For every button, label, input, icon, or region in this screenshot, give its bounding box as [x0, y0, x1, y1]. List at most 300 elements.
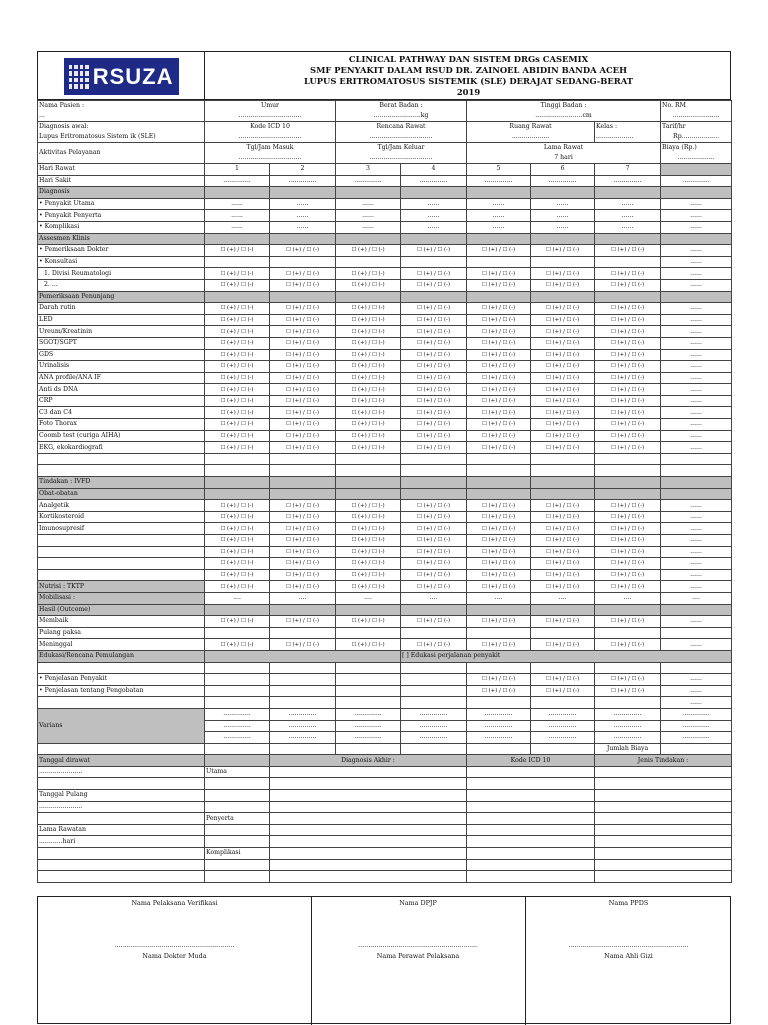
- checkbox-cell[interactable]: ☐ (+) / ☐ (-): [270, 639, 336, 651]
- varians-cell[interactable]: ..............: [467, 732, 531, 744]
- cost-cell[interactable]: ......: [661, 639, 732, 651]
- value-cell[interactable]: ......: [531, 210, 595, 222]
- varians-cost[interactable]: ..............: [661, 720, 732, 732]
- checkbox-cell[interactable]: ☐ (+) / ☐ (-): [595, 268, 661, 280]
- icd10-cell[interactable]: [467, 848, 595, 860]
- checkbox-cell[interactable]: ☐ (+) / ☐ (-): [205, 419, 270, 431]
- value-cell[interactable]: ..............: [595, 175, 661, 187]
- icd10-cell[interactable]: [467, 801, 595, 813]
- checkbox-cell[interactable]: ☐ (+) / ☐ (-): [467, 361, 531, 373]
- diag-akhir-cell[interactable]: [270, 778, 467, 790]
- icd10-cell[interactable]: [467, 766, 595, 778]
- varians-cell[interactable]: ..............: [270, 732, 336, 744]
- checkbox-cell[interactable]: ☐ (+) / ☐ (-): [401, 616, 467, 628]
- checkbox-cell[interactable]: ☐ (+) / ☐ (-): [401, 245, 467, 257]
- checkbox-cell[interactable]: ☐ (+) / ☐ (-): [336, 372, 401, 384]
- value-cell[interactable]: ......: [467, 198, 531, 210]
- value-cell[interactable]: ......: [467, 210, 531, 222]
- checkbox-cell[interactable]: ☐ (+) / ☐ (-): [595, 419, 661, 431]
- checkbox-cell[interactable]: ☐ (+) / ☐ (-): [467, 569, 531, 581]
- icd10-cell[interactable]: [467, 871, 595, 883]
- checkbox-cell[interactable]: ☐ (+) / ☐ (-): [467, 326, 531, 338]
- value-cell[interactable]: ....: [467, 592, 531, 604]
- checkbox-cell[interactable]: ☐ (+) / ☐ (-): [531, 535, 595, 547]
- checkbox-cell[interactable]: ☐ (+) / ☐ (-): [401, 268, 467, 280]
- checkbox-cell[interactable]: ☐ (+) / ☐ (-): [467, 337, 531, 349]
- checkbox-cell[interactable]: ☐ (+) / ☐ (-): [336, 430, 401, 442]
- cost-cell[interactable]: ......: [661, 314, 732, 326]
- value-cell[interactable]: ......: [270, 210, 336, 222]
- checkbox-cell[interactable]: ☐ (+) / ☐ (-): [401, 384, 467, 396]
- varians-cell[interactable]: ..............: [336, 720, 401, 732]
- checkbox-cell[interactable]: ☐ (+) / ☐ (-): [595, 407, 661, 419]
- checkbox-cell[interactable]: ☐ (+) / ☐ (-): [531, 268, 595, 280]
- cost-cell[interactable]: ......: [661, 616, 732, 628]
- tindakan-cell[interactable]: [595, 766, 732, 778]
- varians-cell[interactable]: ..............: [467, 708, 531, 720]
- checkbox-cell[interactable]: ☐ (+) / ☐ (-): [336, 419, 401, 431]
- checkbox-cell[interactable]: ☐ (+) / ☐ (-): [467, 511, 531, 523]
- checkbox-cell[interactable]: ☐ (+) / ☐ (-): [270, 407, 336, 419]
- checkbox-cell[interactable]: ☐ (+) / ☐ (-): [336, 361, 401, 373]
- checkbox-cell[interactable]: ☐ (+) / ☐ (-): [270, 581, 336, 593]
- checkbox-cell[interactable]: ☐ (+) / ☐ (-): [467, 523, 531, 535]
- value-cell[interactable]: ......: [595, 210, 661, 222]
- value-cell[interactable]: ......: [595, 221, 661, 233]
- checkbox-cell[interactable]: ☐ (+) / ☐ (-): [595, 430, 661, 442]
- checkbox-cell[interactable]: ☐ (+) / ☐ (-): [401, 639, 467, 651]
- checkbox-cell[interactable]: ☐ (+) / ☐ (-): [270, 349, 336, 361]
- cost-cell[interactable]: ......: [661, 523, 732, 535]
- checkbox-cell[interactable]: ☐ (+) / ☐ (-): [336, 326, 401, 338]
- checkbox-cell[interactable]: ☐ (+) / ☐ (-): [270, 616, 336, 628]
- checkbox-cell[interactable]: ☐ (+) / ☐ (-): [401, 337, 467, 349]
- value-cell[interactable]: ....: [595, 592, 661, 604]
- varians-cell[interactable]: ..............: [595, 720, 661, 732]
- value-cell[interactable]: ......: [401, 198, 467, 210]
- checkbox-cell[interactable]: ☐ (+) / ☐ (-): [270, 511, 336, 523]
- checkbox-cell[interactable]: ☐ (+) / ☐ (-): [467, 372, 531, 384]
- cost-cell[interactable]: ......: [661, 685, 732, 697]
- sig-ppds-line[interactable]: ...........................................................: [568, 941, 689, 949]
- checkbox-cell[interactable]: ☐ (+) / ☐ (-): [467, 395, 531, 407]
- cost-cell[interactable]: ......: [661, 245, 732, 257]
- checkbox-cell[interactable]: ☐ (+) / ☐ (-): [336, 279, 401, 291]
- checkbox-cell[interactable]: ☐ (+) / ☐ (-): [270, 500, 336, 512]
- cost-cell[interactable]: ......: [661, 546, 732, 558]
- checkbox-cell[interactable]: ☐ (+) / ☐ (-): [467, 407, 531, 419]
- checkbox-cell[interactable]: ☐ (+) / ☐ (-): [467, 384, 531, 396]
- icd10-cell[interactable]: [467, 824, 595, 836]
- value-cell[interactable]: ..............: [205, 175, 270, 187]
- checkbox-cell[interactable]: ☐ (+) / ☐ (-): [401, 372, 467, 384]
- checkbox-cell[interactable]: ☐ (+) / ☐ (-): [531, 337, 595, 349]
- varians-cell[interactable]: ..............: [205, 708, 270, 720]
- checkbox-cell[interactable]: ☐ (+) / ☐ (-): [205, 395, 270, 407]
- checkbox-cell[interactable]: ☐ (+) / ☐ (-): [401, 535, 467, 547]
- cost-cell[interactable]: ......: [661, 419, 732, 431]
- checkbox-cell[interactable]: ☐ (+) / ☐ (-): [467, 535, 531, 547]
- checkbox-cell[interactable]: ☐ (+) / ☐ (-): [531, 616, 595, 628]
- checkbox-cell[interactable]: ☐ (+) / ☐ (-): [467, 581, 531, 593]
- checkbox-cell[interactable]: ☐ (+) / ☐ (-): [205, 361, 270, 373]
- checkbox-cell[interactable]: ☐ (+) / ☐ (-): [595, 511, 661, 523]
- cost-cell[interactable]: ......: [661, 430, 732, 442]
- checkbox-cell[interactable]: ☐ (+) / ☐ (-): [531, 361, 595, 373]
- checkbox-cell[interactable]: ☐ (+) / ☐ (-): [595, 558, 661, 570]
- checkbox-cell[interactable]: ☐ (+) / ☐ (-): [467, 558, 531, 570]
- checkbox-cell[interactable]: ☐ (+) / ☐ (-): [336, 639, 401, 651]
- checkbox-cell[interactable]: ☐ (+) / ☐ (-): [205, 314, 270, 326]
- checkbox-cell[interactable]: ☐ (+) / ☐ (-): [531, 407, 595, 419]
- checkbox-cell[interactable]: ☐ (+) / ☐ (-): [401, 314, 467, 326]
- cost-cell[interactable]: ..............: [661, 175, 732, 187]
- checkbox-cell[interactable]: ☐ (+) / ☐ (-): [467, 349, 531, 361]
- checkbox-cell[interactable]: ☐ (+) / ☐ (-): [270, 546, 336, 558]
- diag-akhir-cell[interactable]: [270, 848, 467, 860]
- checkbox-cell[interactable]: ☐ (+) / ☐ (-): [531, 639, 595, 651]
- checkbox-cell[interactable]: ☐ (+) / ☐ (-): [531, 245, 595, 257]
- checkbox-cell[interactable]: ☐ (+) / ☐ (-): [270, 268, 336, 280]
- value-cell[interactable]: ......: [205, 221, 270, 233]
- varians-cell[interactable]: ..............: [336, 708, 401, 720]
- checkbox-cell[interactable]: ☐ (+) / ☐ (-): [336, 245, 401, 257]
- checkbox-cell[interactable]: ☐ (+) / ☐ (-): [205, 384, 270, 396]
- cost-cell[interactable]: ......: [661, 535, 732, 547]
- checkbox-cell[interactable]: ☐ (+) / ☐ (-): [401, 361, 467, 373]
- checkbox-cell[interactable]: ☐ (+) / ☐ (-): [467, 616, 531, 628]
- value-cell[interactable]: ......: [401, 210, 467, 222]
- checkbox-cell[interactable]: ☐ (+) / ☐ (-): [401, 442, 467, 454]
- checkbox-cell[interactable]: ☐ (+) / ☐ (-): [467, 279, 531, 291]
- sig-dpjp-line[interactable]: ...........................................................: [358, 941, 478, 949]
- checkbox-cell[interactable]: ☐ (+) / ☐ (-): [595, 546, 661, 558]
- icd10-cell[interactable]: [467, 836, 595, 848]
- checkbox-cell[interactable]: ☐ (+) / ☐ (-): [336, 384, 401, 396]
- tindakan-cell[interactable]: [595, 871, 732, 883]
- varians-cell[interactable]: ..............: [595, 732, 661, 744]
- checkbox-cell[interactable]: ☐ (+) / ☐ (-): [270, 326, 336, 338]
- checkbox-cell[interactable]: ☐ (+) / ☐ (-): [531, 279, 595, 291]
- checkbox-cell[interactable]: ☐ (+) / ☐ (-): [531, 546, 595, 558]
- value-cell[interactable]: ......: [336, 221, 401, 233]
- checkbox-cell[interactable]: ☐ (+) / ☐ (-): [595, 500, 661, 512]
- value-cell[interactable]: ....: [531, 592, 595, 604]
- checkbox-cell[interactable]: ☐ (+) / ☐ (-): [531, 523, 595, 535]
- checkbox-cell[interactable]: ☐ (+) / ☐ (-): [205, 639, 270, 651]
- checkbox-cell[interactable]: ☐ (+) / ☐ (-): [270, 569, 336, 581]
- checkbox-cell[interactable]: ☐ (+) / ☐ (-): [205, 616, 270, 628]
- checkbox-cell[interactable]: ☐ (+) / ☐ (-): [270, 535, 336, 547]
- checkbox-cell[interactable]: ☐ (+) / ☐ (-): [531, 372, 595, 384]
- checkbox-cell[interactable]: ☐ (+) / ☐ (-): [595, 372, 661, 384]
- checkbox-cell[interactable]: ☐ (+) / ☐ (-): [205, 407, 270, 419]
- checkbox-cell[interactable]: ☐ (+) / ☐ (-): [336, 395, 401, 407]
- cost-cell[interactable]: ......: [661, 569, 732, 581]
- checkbox-cell[interactable]: ☐ (+) / ☐ (-): [467, 245, 531, 257]
- checkbox-cell[interactable]: ☐ (+) / ☐ (-): [595, 245, 661, 257]
- value-cell[interactable]: ....: [270, 592, 336, 604]
- checkbox-cell[interactable]: ☐ (+) / ☐ (-): [401, 419, 467, 431]
- checkbox-cell[interactable]: ☐ (+) / ☐ (-): [270, 314, 336, 326]
- checkbox-cell[interactable]: ☐ (+) / ☐ (-): [595, 279, 661, 291]
- checkbox-cell[interactable]: ☐ (+) / ☐ (-): [401, 511, 467, 523]
- checkbox-cell[interactable]: ☐ (+) / ☐ (-): [336, 337, 401, 349]
- value-cell[interactable]: ..............: [270, 175, 336, 187]
- value-cell[interactable]: ..............: [531, 175, 595, 187]
- checkbox-cell[interactable]: ☐ (+) / ☐ (-): [401, 303, 467, 315]
- checkbox-cell[interactable]: ☐ (+) / ☐ (-): [336, 511, 401, 523]
- checkbox-cell[interactable]: ☐ (+) / ☐ (-): [595, 569, 661, 581]
- diag-akhir-cell[interactable]: [270, 790, 467, 802]
- checkbox-cell[interactable]: ☐ (+) / ☐ (-): [595, 674, 661, 686]
- value-cell[interactable]: ..............: [467, 175, 531, 187]
- cost-cell[interactable]: ......: [661, 198, 732, 210]
- checkbox-cell[interactable]: ☐ (+) / ☐ (-): [401, 546, 467, 558]
- value-cell[interactable]: ......: [531, 221, 595, 233]
- checkbox-cell[interactable]: ☐ (+) / ☐ (-): [531, 303, 595, 315]
- checkbox-cell[interactable]: ☐ (+) / ☐ (-): [401, 430, 467, 442]
- checkbox-cell[interactable]: ☐ (+) / ☐ (-): [467, 314, 531, 326]
- varians-cell[interactable]: ..............: [401, 708, 467, 720]
- cost-cell[interactable]: ......: [661, 221, 732, 233]
- checkbox-cell[interactable]: ☐ (+) / ☐ (-): [205, 245, 270, 257]
- cost-cell[interactable]: ......: [661, 407, 732, 419]
- varians-cell[interactable]: ..............: [205, 720, 270, 732]
- varians-cell[interactable]: ..............: [595, 708, 661, 720]
- checkbox-cell[interactable]: ☐ (+) / ☐ (-): [270, 419, 336, 431]
- varians-cell[interactable]: ..............: [401, 732, 467, 744]
- varians-cell[interactable]: ..............: [531, 732, 595, 744]
- checkbox-cell[interactable]: ☐ (+) / ☐ (-): [270, 442, 336, 454]
- checkbox-cell[interactable]: ☐ (+) / ☐ (-): [531, 395, 595, 407]
- value-cell[interactable]: ......: [205, 210, 270, 222]
- checkbox-cell[interactable]: ☐ (+) / ☐ (-): [336, 268, 401, 280]
- checkbox-cell[interactable]: ☐ (+) / ☐ (-): [336, 349, 401, 361]
- checkbox-cell[interactable]: ☐ (+) / ☐ (-): [270, 337, 336, 349]
- checkbox-cell[interactable]: ☐ (+) / ☐ (-): [336, 535, 401, 547]
- checkbox-cell[interactable]: ☐ (+) / ☐ (-): [205, 581, 270, 593]
- checkbox-cell[interactable]: ☐ (+) / ☐ (-): [205, 442, 270, 454]
- varians-cell[interactable]: ..............: [270, 708, 336, 720]
- tindakan-cell[interactable]: [595, 824, 732, 836]
- value-cell[interactable]: ......: [595, 198, 661, 210]
- varians-cell[interactable]: ..............: [531, 708, 595, 720]
- varians-cell[interactable]: ..............: [401, 720, 467, 732]
- checkbox-cell[interactable]: ☐ (+) / ☐ (-): [467, 268, 531, 280]
- tindakan-cell[interactable]: [595, 848, 732, 860]
- checkbox-cell[interactable]: ☐ (+) / ☐ (-): [595, 337, 661, 349]
- checkbox-cell[interactable]: ☐ (+) / ☐ (-): [531, 500, 595, 512]
- checkbox-cell[interactable]: ☐ (+) / ☐ (-): [595, 639, 661, 651]
- cost-cell[interactable]: ......: [661, 558, 732, 570]
- checkbox-cell[interactable]: ☐ (+) / ☐ (-): [467, 639, 531, 651]
- cost-cell[interactable]: ......: [661, 210, 732, 222]
- checkbox-cell[interactable]: ☐ (+) / ☐ (-): [595, 326, 661, 338]
- value-cell[interactable]: ..............: [401, 175, 467, 187]
- checkbox-cell[interactable]: ☐ (+) / ☐ (-): [270, 361, 336, 373]
- checkbox-cell[interactable]: ☐ (+) / ☐ (-): [401, 279, 467, 291]
- checkbox-cell[interactable]: ☐ (+) / ☐ (-): [270, 430, 336, 442]
- checkbox-cell[interactable]: ☐ (+) / ☐ (-): [205, 349, 270, 361]
- cost-cell[interactable]: ......: [661, 372, 732, 384]
- checkbox-cell[interactable]: ☐ (+) / ☐ (-): [336, 314, 401, 326]
- value-cell[interactable]: ......: [336, 210, 401, 222]
- checkbox-cell[interactable]: ☐ (+) / ☐ (-): [336, 546, 401, 558]
- checkbox-cell[interactable]: ☐ (+) / ☐ (-): [205, 558, 270, 570]
- cost-cell[interactable]: ......: [661, 303, 732, 315]
- checkbox-cell[interactable]: ☐ (+) / ☐ (-): [531, 581, 595, 593]
- checkbox-cell[interactable]: ☐ (+) / ☐ (-): [401, 326, 467, 338]
- checkbox-cell[interactable]: ☐ (+) / ☐ (-): [205, 511, 270, 523]
- varians-cell[interactable]: ..............: [467, 720, 531, 732]
- checkbox-cell[interactable]: ☐ (+) / ☐ (-): [401, 523, 467, 535]
- checkbox-cell[interactable]: ☐ (+) / ☐ (-): [270, 384, 336, 396]
- checkbox-cell[interactable]: ☐ (+) / ☐ (-): [467, 546, 531, 558]
- value-cell[interactable]: ......: [270, 221, 336, 233]
- checkbox-cell[interactable]: ☐ (+) / ☐ (-): [531, 442, 595, 454]
- checkbox-cell[interactable]: ☐ (+) / ☐ (-): [401, 558, 467, 570]
- checkbox-cell[interactable]: ☐ (+) / ☐ (-): [467, 685, 531, 697]
- checkbox-cell[interactable]: ☐ (+) / ☐ (-): [401, 500, 467, 512]
- checkbox-cell[interactable]: ☐ (+) / ☐ (-): [205, 303, 270, 315]
- checkbox-cell[interactable]: ☐ (+) / ☐ (-): [531, 384, 595, 396]
- varians-cell[interactable]: ..............: [205, 732, 270, 744]
- checkbox-cell[interactable]: ☐ (+) / ☐ (-): [205, 279, 270, 291]
- checkbox-cell[interactable]: ☐ (+) / ☐ (-): [336, 500, 401, 512]
- checkbox-cell[interactable]: ☐ (+) / ☐ (-): [595, 384, 661, 396]
- checkbox-cell[interactable]: ☐ (+) / ☐ (-): [336, 616, 401, 628]
- value-cell[interactable]: ......: [401, 221, 467, 233]
- checkbox-cell[interactable]: ☐ (+) / ☐ (-): [205, 430, 270, 442]
- tindakan-cell[interactable]: [595, 813, 732, 825]
- cost-cell[interactable]: ......: [661, 500, 732, 512]
- checkbox-cell[interactable]: ☐ (+) / ☐ (-): [336, 569, 401, 581]
- cost-cell[interactable]: ......: [661, 256, 732, 268]
- checkbox-cell[interactable]: ☐ (+) / ☐ (-): [205, 268, 270, 280]
- diag-akhir-cell[interactable]: [270, 859, 467, 871]
- value-cell[interactable]: ....: [401, 592, 467, 604]
- checkbox-cell[interactable]: ☐ (+) / ☐ (-): [401, 569, 467, 581]
- checkbox-cell[interactable]: ☐ (+) / ☐ (-): [531, 685, 595, 697]
- checkbox-cell[interactable]: ☐ (+) / ☐ (-): [336, 523, 401, 535]
- checkbox-cell[interactable]: ☐ (+) / ☐ (-): [595, 581, 661, 593]
- checkbox-cell[interactable]: ☐ (+) / ☐ (-): [401, 395, 467, 407]
- checkbox-cell[interactable]: ☐ (+) / ☐ (-): [595, 535, 661, 547]
- varians-cost[interactable]: ..............: [661, 708, 732, 720]
- tindakan-cell[interactable]: [595, 778, 732, 790]
- value-cell[interactable]: ......: [270, 198, 336, 210]
- cost-cell[interactable]: ......: [661, 395, 732, 407]
- checkbox-cell[interactable]: ☐ (+) / ☐ (-): [467, 303, 531, 315]
- checkbox-cell[interactable]: ☐ (+) / ☐ (-): [531, 511, 595, 523]
- cost-cell[interactable]: ......: [661, 581, 732, 593]
- checkbox-cell[interactable]: ☐ (+) / ☐ (-): [336, 442, 401, 454]
- cost-cell[interactable]: ......: [661, 279, 732, 291]
- icd10-cell[interactable]: [467, 790, 595, 802]
- cost-cell[interactable]: ......: [661, 349, 732, 361]
- icd10-cell[interactable]: [467, 813, 595, 825]
- varians-cost[interactable]: ..............: [661, 732, 732, 744]
- checkbox-cell[interactable]: ☐ (+) / ☐ (-): [401, 581, 467, 593]
- value-cell[interactable]: ......: [467, 221, 531, 233]
- checkbox-cell[interactable]: ☐ (+) / ☐ (-): [205, 326, 270, 338]
- checkbox-cell[interactable]: ☐ (+) / ☐ (-): [336, 407, 401, 419]
- checkbox-cell[interactable]: ☐ (+) / ☐ (-): [531, 419, 595, 431]
- cost-cell[interactable]: ....: [661, 592, 732, 604]
- checkbox-cell[interactable]: ☐ (+) / ☐ (-): [531, 430, 595, 442]
- diag-akhir-cell[interactable]: [270, 801, 467, 813]
- diag-akhir-cell[interactable]: [270, 766, 467, 778]
- diag-akhir-cell[interactable]: [270, 824, 467, 836]
- varians-cell[interactable]: ..............: [270, 720, 336, 732]
- tindakan-cell[interactable]: [595, 801, 732, 813]
- diag-akhir-cell[interactable]: [270, 836, 467, 848]
- tindakan-cell[interactable]: [595, 859, 732, 871]
- checkbox-cell[interactable]: ☐ (+) / ☐ (-): [336, 581, 401, 593]
- cost-cell[interactable]: ......: [661, 442, 732, 454]
- checkbox-cell[interactable]: ☐ (+) / ☐ (-): [595, 314, 661, 326]
- checkbox-cell[interactable]: ☐ (+) / ☐ (-): [205, 546, 270, 558]
- checkbox-cell[interactable]: ☐ (+) / ☐ (-): [595, 685, 661, 697]
- checkbox-cell[interactable]: ☐ (+) / ☐ (-): [270, 395, 336, 407]
- checkbox-cell[interactable]: ☐ (+) / ☐ (-): [467, 442, 531, 454]
- checkbox-cell[interactable]: ☐ (+) / ☐ (-): [467, 674, 531, 686]
- cost-cell[interactable]: ......: [661, 268, 732, 280]
- diag-akhir-cell[interactable]: [270, 871, 467, 883]
- checkbox-cell[interactable]: ☐ (+) / ☐ (-): [205, 569, 270, 581]
- value-cell[interactable]: ......: [336, 198, 401, 210]
- checkbox-cell[interactable]: ☐ (+) / ☐ (-): [531, 314, 595, 326]
- checkbox-cell[interactable]: ☐ (+) / ☐ (-): [531, 674, 595, 686]
- checkbox-cell[interactable]: ☐ (+) / ☐ (-): [401, 349, 467, 361]
- checkbox-cell[interactable]: ☐ (+) / ☐ (-): [270, 558, 336, 570]
- cost-cell[interactable]: ......: [661, 674, 732, 686]
- checkbox-cell[interactable]: ☐ (+) / ☐ (-): [595, 523, 661, 535]
- value-cell[interactable]: ..............: [336, 175, 401, 187]
- value-cell[interactable]: ....: [205, 592, 270, 604]
- cost-cell[interactable]: ......: [661, 511, 732, 523]
- checkbox-cell[interactable]: ☐ (+) / ☐ (-): [595, 361, 661, 373]
- checkbox-cell[interactable]: ☐ (+) / ☐ (-): [401, 407, 467, 419]
- cost-cell[interactable]: ......: [661, 361, 732, 373]
- value-cell[interactable]: ......: [531, 198, 595, 210]
- checkbox-cell[interactable]: ☐ (+) / ☐ (-): [531, 558, 595, 570]
- cost-cell[interactable]: ......: [661, 384, 732, 396]
- checkbox-cell[interactable]: ☐ (+) / ☐ (-): [595, 395, 661, 407]
- checkbox-cell[interactable]: ☐ (+) / ☐ (-): [595, 442, 661, 454]
- checkbox-cell[interactable]: ☐ (+) / ☐ (-): [467, 430, 531, 442]
- checkbox-cell[interactable]: ☐ (+) / ☐ (-): [531, 349, 595, 361]
- icd10-cell[interactable]: [467, 859, 595, 871]
- checkbox-cell[interactable]: ☐ (+) / ☐ (-): [205, 535, 270, 547]
- checkbox-cell[interactable]: ☐ (+) / ☐ (-): [467, 500, 531, 512]
- checkbox-cell[interactable]: ☐ (+) / ☐ (-): [205, 523, 270, 535]
- checkbox-cell[interactable]: ☐ (+) / ☐ (-): [270, 372, 336, 384]
- diag-akhir-cell[interactable]: [270, 813, 467, 825]
- checkbox-cell[interactable]: ☐ (+) / ☐ (-): [595, 303, 661, 315]
- checkbox-cell[interactable]: ☐ (+) / ☐ (-): [270, 279, 336, 291]
- sig-verifikasi-line[interactable]: ...........................................................: [114, 941, 235, 949]
- checkbox-cell[interactable]: ☐ (+) / ☐ (-): [205, 337, 270, 349]
- value-cell[interactable]: ....: [336, 592, 401, 604]
- checkbox-cell[interactable]: ☐ (+) / ☐ (-): [336, 558, 401, 570]
- checkbox-cell[interactable]: ☐ (+) / ☐ (-): [595, 616, 661, 628]
- varians-cell[interactable]: ..............: [336, 732, 401, 744]
- checkbox-cell[interactable]: ☐ (+) / ☐ (-): [270, 303, 336, 315]
- checkbox-cell[interactable]: ☐ (+) / ☐ (-): [595, 349, 661, 361]
- cost-cell[interactable]: ......: [661, 697, 732, 709]
